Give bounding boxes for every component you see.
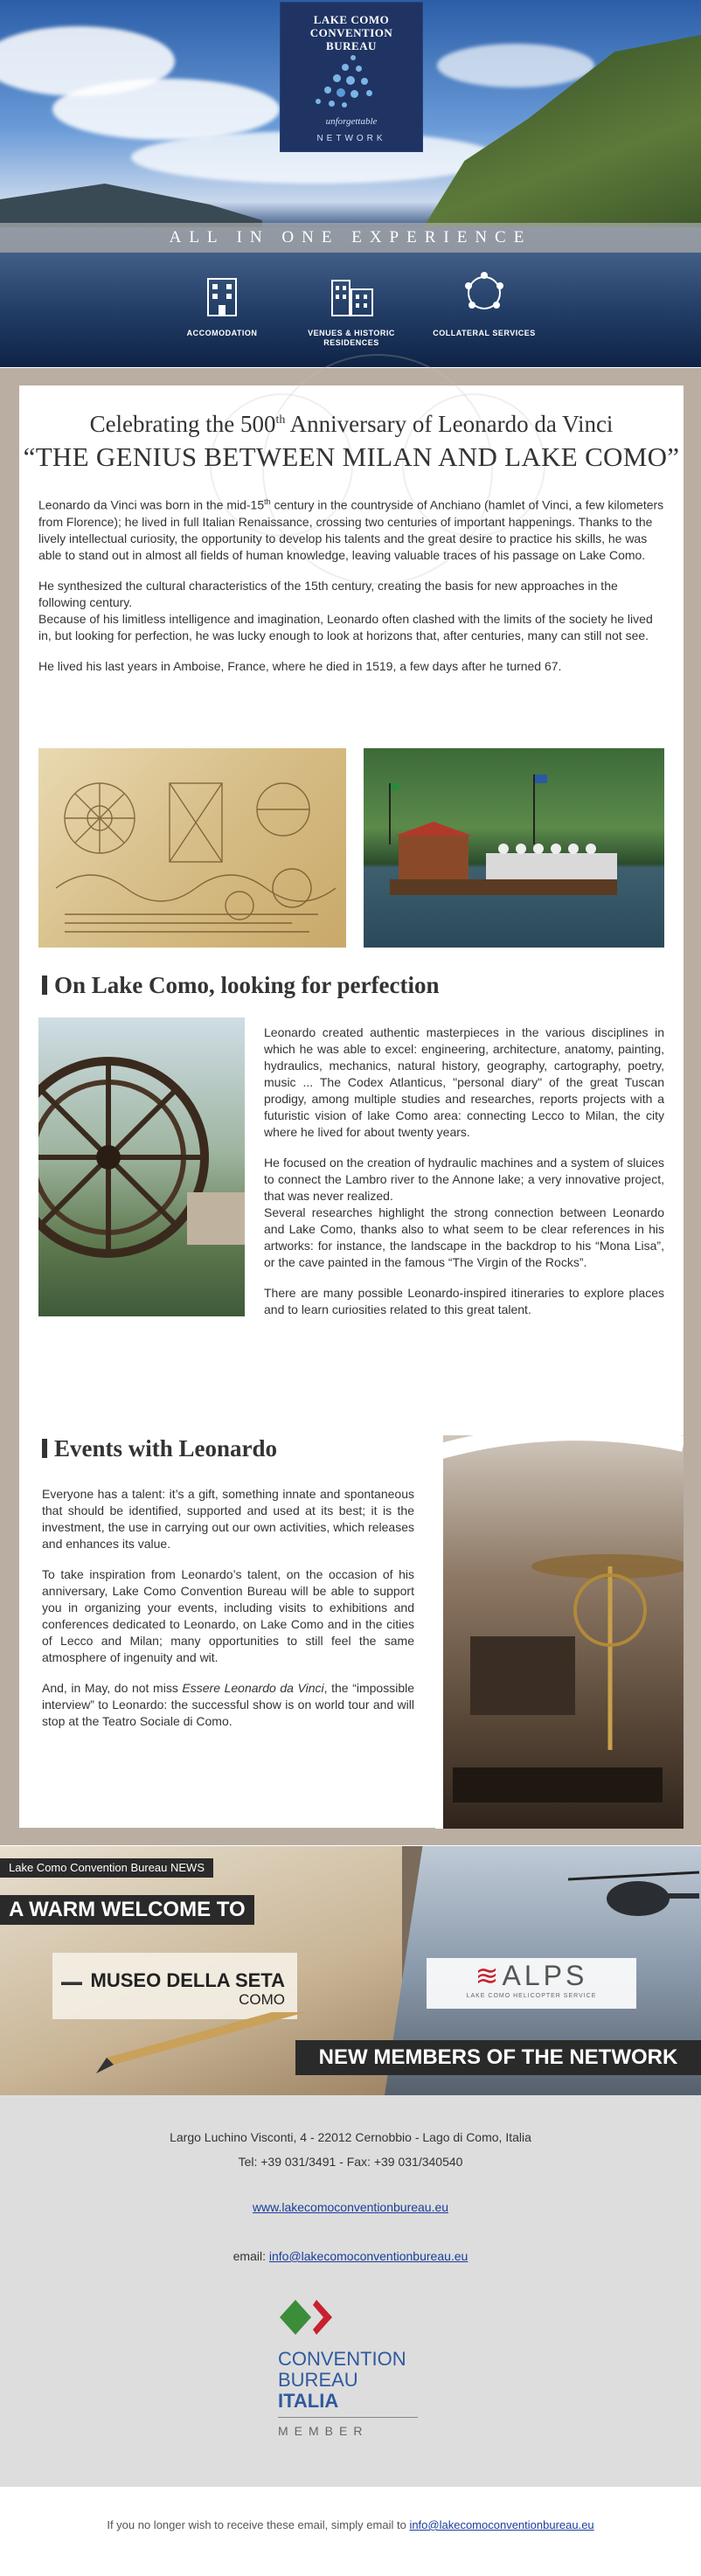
leonardo-exhibition-image [435, 1435, 684, 1829]
title-bar [42, 1439, 47, 1458]
cloud [437, 44, 594, 87]
cbi-member: MEMBER [278, 2424, 369, 2438]
experience-band [0, 223, 701, 253]
unsubscribe-email-link[interactable]: info@lakecomoconventionbureau.eu [409, 2518, 594, 2531]
codex-sketch-image [38, 748, 346, 948]
museo-della-seta-logo[interactable] [52, 1953, 297, 2019]
intro-text [38, 494, 664, 689]
ferry-drawing [364, 748, 664, 948]
water-wheel-drawing [38, 1017, 245, 1316]
footer [0, 2095, 701, 2487]
logo-line: BUREAU [326, 39, 377, 52]
service-collateral[interactable] [423, 267, 545, 338]
cbi-line: BUREAU [278, 2369, 358, 2391]
email-label: email: [233, 2249, 269, 2263]
footer-address: Largo Luchino Visconti, 4 - 22012 Cernobbio - Lago di Como, Italia [170, 2130, 531, 2144]
news-banner[interactable] [0, 1846, 701, 2095]
service-label: COLLATERAL SERVICES [433, 329, 536, 337]
logo-line: CONVENTION [309, 26, 393, 39]
logo-dots-icon [316, 55, 387, 108]
building-icon [196, 267, 248, 319]
museo-city: COMO [239, 1991, 285, 2008]
service-label: ACCOMODATION [186, 329, 258, 337]
section1-paragraph: Leonardo created authentic masterpieces in the various disciplines in which he was able to excel: engineering, architecture, anatomy, painting, hydraulics, mechanics, natural history, geography, cartography, poetry, music ... The Codex Atlanticus, "personal diary" of the great Tuscan prodigy, among multiple studies and researches, reports projects with a futuristic vision of lake Como area: connecting Lecco to Milan, the city where he lived for about twenty years. [264, 1025, 664, 1139]
article-title: Celebrating the 500th Anniversary of Leonardo da Vinci [89, 411, 614, 437]
section1-paragraph: He focused on the creation of hydraulic machines and a system of sluices to connect the Lambro river to the Annone lake; a very innovative project, that was never realized. [264, 1156, 664, 1203]
article-subtitle: “THE GENIUS BETWEEN MILAN AND LAKE COMO” [23, 441, 680, 472]
collateral-icon [458, 267, 510, 319]
venues-icon [325, 267, 378, 319]
band-text: ALL IN ONE EXPERIENCE [169, 228, 532, 246]
cloud [52, 79, 280, 140]
footer-website-row [0, 2200, 701, 2214]
footer-email-row [0, 2249, 701, 2263]
section-title-events: Events with Leonardo [42, 1435, 277, 1462]
water-wheel-image [38, 1017, 245, 1316]
logo[interactable] [280, 2, 423, 152]
cbi-diamonds-icon [278, 2296, 339, 2340]
alps-wings-icon: ≋ [475, 1960, 503, 1991]
intro-paragraph: He synthesized the cultural characteristics of the 15th century, creating the basis for new approaches in the following century. [38, 578, 618, 609]
sketch-drawing [38, 748, 346, 948]
museo-name: MUSEO DELLA SETA [90, 1969, 285, 1991]
new-members-heading: NEW MEMBERS OF THE NETWORK [295, 2040, 701, 2075]
unsubscribe-text: If you no longer wish to receive these email, simply email to info@lakecomoconventionbureau.eu [107, 2518, 594, 2531]
warm-welcome-heading: A WARM WELCOME TO [0, 1895, 254, 1925]
logo-network: NETWORK [316, 134, 386, 143]
alps-subtitle: LAKE COMO HELICOPTER SERVICE [466, 1993, 597, 1999]
logo-tagline: unforgettable [325, 116, 378, 127]
intro-paragraph: He lived his last years in Amboise, France, where he died in 1519, a few days after he turned 67. [38, 658, 562, 673]
museo-mark-icon: ▬▬ [61, 1975, 82, 1988]
website-link[interactable]: www.lakecomoconventionbureau.eu [252, 2200, 449, 2214]
section1-paragraph: There are many possible Leonardo-inspired itineraries to explore places and to learn curiosities related to this great talent. [264, 1286, 664, 1316]
cbi-line: ITALIA [278, 2390, 339, 2412]
cbi-line: CONVENTION [278, 2348, 406, 2370]
service-venues[interactable] [290, 267, 413, 348]
news-label: Lake Como Convention Bureau NEWS [0, 1858, 213, 1878]
service-accomodation[interactable] [161, 267, 283, 338]
intro-paragraph: Leonardo da Vinci was born in the mid-15th century in the countryside of Anchiano (hamlet of Vinci, a few kilometers from Florence); he lived in full Italian Renaissance, crossing two centuries of important happenings. Thanks to the lively intellectual curiosity, the opportunity to develop his talents and the great desire to practice his skills, he was able to stand out in almost all fields of human knowledge, leaving valuable traces of his passage on Lake Como. [38, 497, 664, 562]
unsubscribe-bar [0, 2487, 701, 2576]
section-title-perfection: On Lake Como, looking for perfection [42, 972, 440, 999]
alps-name: ≋ALPS [475, 1960, 588, 1991]
intro-paragraph: Because of his limitless intelligence and imagination, Leonardo often clashed with the limits of the society he lived in, but looking for perfection, he was lucky enough to look at horizons that, after centuries, many can still not see. [38, 611, 653, 642]
section1-paragraph: Several researches highlight the strong connection between Leonardo and Lake Como, thanks also to what seem to be clear references in his artworks: for instance, the landscape in the backdrop to his “Mona Lisa”, or the cave painted in the famous “The Virgin of the Rocks”. [264, 1205, 664, 1269]
cbi-divider [278, 2417, 418, 2418]
section1-text [264, 1024, 664, 1332]
exhibition-drawing [435, 1435, 684, 1829]
section2-paragraph: To take inspiration from Leonardo’s talent, on the occasion of his anniversary, Lake Como Convention Bureau will be able to support you in organizing your events, including visits to exhibitions and conferences dedicated to Leonardo, on Lake Como and in the cities of Lecco and Milan; many opportunities to still feel the same atmosphere of ingenuity and wit. [42, 1567, 414, 1664]
alps-logo[interactable] [427, 1958, 636, 2009]
section2-text [42, 1486, 414, 1744]
title-bar [42, 976, 47, 995]
pencil-icon [87, 2012, 315, 2082]
email-link[interactable]: info@lakecomoconventionbureau.eu [268, 2249, 468, 2263]
footer-phone: Tel: +39 031/3491 - Fax: +39 031/340540 [238, 2155, 463, 2169]
section2-paragraph: And, in May, do not miss Essere Leonardo da Vinci, the “impossible interview” to Leonardo: the successful show is on world tour and will stop at the Teatro Sociale di Como. [42, 1681, 414, 1728]
section2-paragraph: Everyone has a talent: it’s a gift, something innate and spontaneous that should be identified, supported and used at its best; it is the investment, the use in carrying out our own activities, which releases and enhances its value. [42, 1487, 414, 1551]
header-banner [0, 0, 701, 367]
service-label: VENUES & HISTORIC RESIDENCES [308, 329, 395, 347]
convention-bureau-italia-logo[interactable] [278, 2296, 435, 2462]
logo-line: LAKE COMO [313, 13, 390, 26]
helicopter-icon [568, 1864, 699, 1934]
lake-ferry-image [364, 748, 664, 948]
